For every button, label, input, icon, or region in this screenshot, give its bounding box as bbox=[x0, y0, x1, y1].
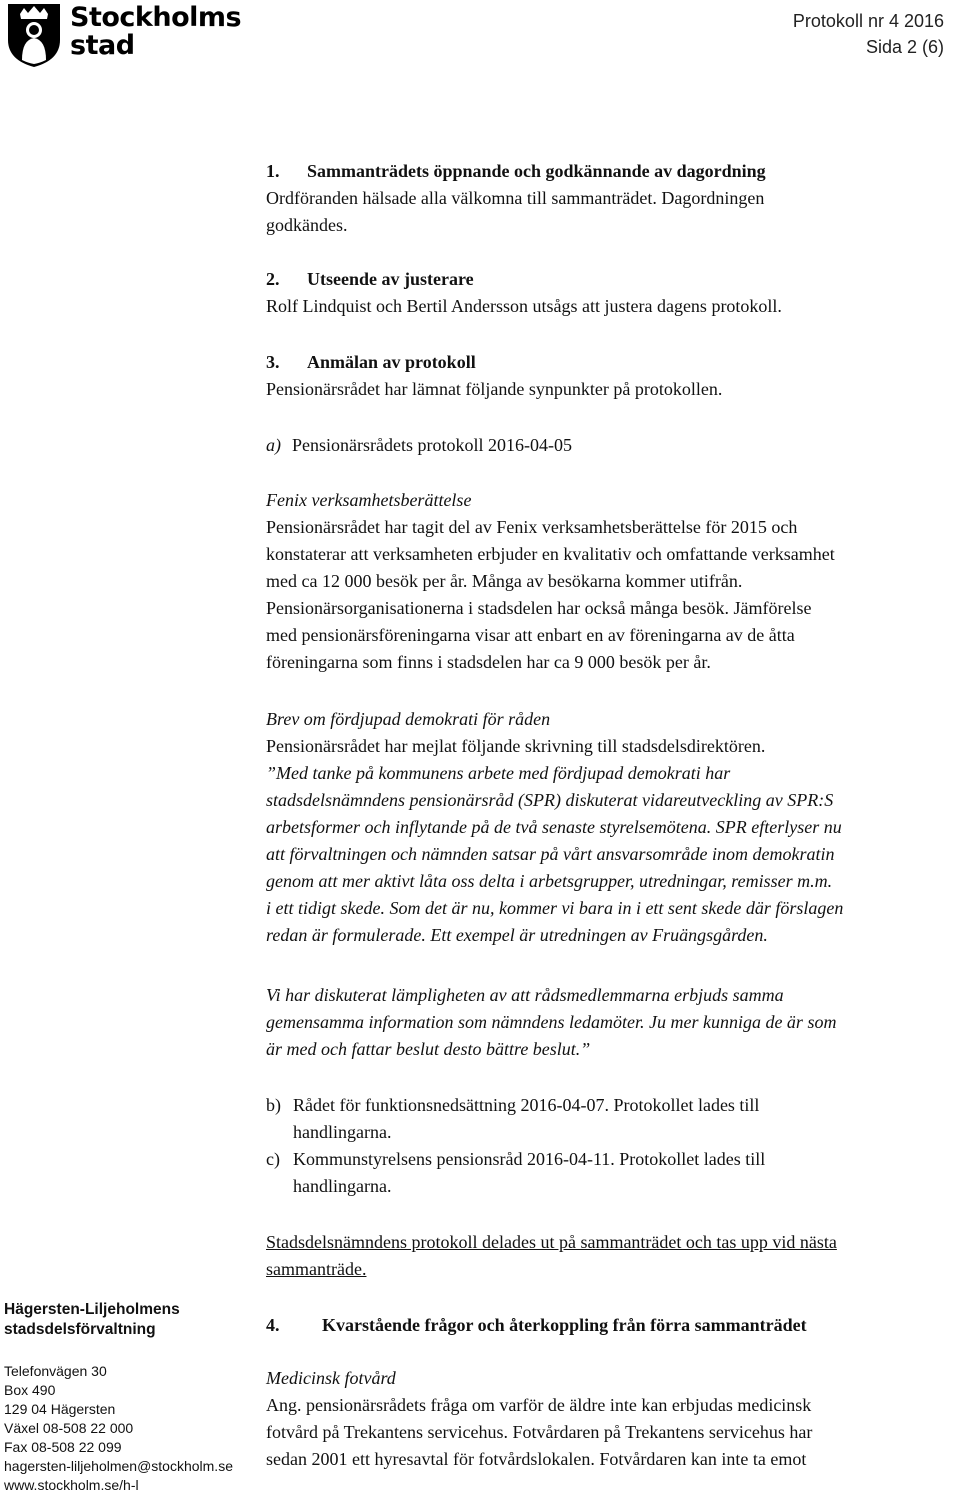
organization-unit: stadsdelsförvaltning bbox=[4, 1321, 156, 1338]
fenix-heading: Fenix verksamhetsberättelse bbox=[266, 490, 472, 510]
street-address: Telefonvägen 30 bbox=[4, 1363, 107, 1379]
quote-line: gemensamma information som nämndens ledamöter. Ju mer kunniga de är som bbox=[266, 1012, 837, 1032]
section-2-title: Utseende av justerare bbox=[307, 269, 474, 289]
website-link[interactable]: www.stockholm.se/h-l bbox=[4, 1477, 139, 1493]
section-1-text: Ordföranden hälsade alla välkomna till sammanträdet. Dagordningen bbox=[266, 188, 765, 208]
section-4-text: fotvård på Trekantens servicehus. Fotvårdaren på Trekantens servicehus har bbox=[266, 1422, 813, 1442]
fenix-text-line: Pensionärsorganisationerna i stadsdelen har också många besök. Jämförelse bbox=[266, 598, 812, 618]
quote-line: arbetsformer och inflytande på de två senaste styrelsemötena. SPR efterlyser nu bbox=[266, 817, 842, 837]
note-line: Stadsdelsnämndens protokoll delades ut på sammanträdet och tas upp vid nästa bbox=[266, 1232, 837, 1252]
fenix-text-line: med pensionärsföreningarna visar att enbart en av föreningarna av de åtta bbox=[266, 625, 795, 645]
section-1-title: Sammanträdets öppnande och godkännande av dagordning bbox=[307, 161, 766, 181]
note-line: sammanträde. bbox=[266, 1259, 367, 1279]
section-4-number: 4. bbox=[266, 1315, 280, 1335]
fenix-text-line: med ca 12 000 besök per år. Många av besökarna kommer utifrån. bbox=[266, 571, 743, 591]
brev-intro: Pensionärsrådet har mejlat följande skrivning till stadsdelsdirektören. bbox=[266, 736, 766, 756]
section-4-text: sedan 2001 ett hyresavtal för fotvårdslokalen. Fotvårdaren kan inte ta emot bbox=[266, 1449, 807, 1469]
item-b-text: Rådet för funktionsnedsättning 2016-04-07. Protokollet lades till bbox=[293, 1095, 760, 1115]
section-1-text: godkändes. bbox=[266, 215, 348, 235]
fenix-text-line: konstaterar att verksamheten erbjuder en kvalitativ och omfattande verksamhet bbox=[266, 544, 835, 564]
section-4-title: Kvarstående frågor och återkoppling från förra sammanträdet bbox=[322, 1315, 807, 1335]
section-3-title: Anmälan av protokoll bbox=[307, 352, 476, 372]
item-a-text: Pensionärsrådets protokoll 2016-04-05 bbox=[292, 435, 572, 455]
quote-line: att förvaltningen och nämnden satsar på vårt ansvarsområde inom demokratin bbox=[266, 844, 835, 864]
quote-line: Vi har diskuterat lämpligheten av att rådsmedlemmarna erbjuds samma bbox=[266, 985, 784, 1005]
email-address[interactable]: hagersten-liljeholmen@stockholm.se bbox=[4, 1458, 233, 1474]
section-1-number: 1. bbox=[266, 161, 280, 181]
item-a-label: a) bbox=[266, 435, 281, 455]
postal-code-city: 129 04 Hägersten bbox=[4, 1401, 116, 1417]
section-3-text: Pensionärsrådet har lämnat följande synpunkter på protokollen. bbox=[266, 379, 723, 399]
item-c-text: handlingarna. bbox=[293, 1176, 392, 1196]
logo-wordmark-line2: stad bbox=[70, 30, 135, 61]
brev-heading: Brev om fördjupad demokrati för råden bbox=[266, 709, 551, 729]
section-3-number: 3. bbox=[266, 352, 280, 372]
fenix-text-line: föreningarna som finns i stadsdelen har ca 9 000 besök per år. bbox=[266, 652, 711, 672]
po-box: Box 490 bbox=[4, 1382, 56, 1398]
quote-line: stadsdelsnämndens pensionärsråd (SPR) diskuterat vidareutveckling av SPR:S bbox=[266, 790, 834, 810]
sender-address-block bbox=[4, 1300, 254, 1495]
section-2-number: 2. bbox=[266, 269, 280, 289]
stockholm-logo bbox=[4, 0, 244, 70]
section-4-text: Ang. pensionärsrådets fråga om varför de äldre inte kan erbjudas medicinsk bbox=[266, 1395, 812, 1415]
quote-line: är med och fattar beslut desto bättre beslut.” bbox=[266, 1039, 591, 1059]
quote-line: genom att mer aktivt låta oss delta i arbetsgrupper, utredningar, remisser m.m. bbox=[266, 871, 833, 891]
protocol-number: Protokoll nr 4 2016 bbox=[792, 11, 944, 31]
organization-name: Hägersten-Liljeholmens bbox=[4, 1301, 180, 1318]
item-c-text: Kommunstyrelsens pensionsråd 2016-04-11. Protokollet lades till bbox=[293, 1149, 766, 1169]
item-b-label: b) bbox=[266, 1095, 281, 1115]
section-2-text: Rolf Lindquist och Bertil Andersson utsågs att justera dagens protokoll. bbox=[266, 296, 782, 316]
quote-line: i ett tidigt skede. Som det är nu, kommer vi bara in i ett sent skede där förslagen bbox=[266, 898, 844, 918]
section-4-subheading: Medicinsk fotvård bbox=[266, 1368, 396, 1388]
page-header bbox=[793, 8, 944, 60]
page-number: Sida 2 (6) bbox=[865, 37, 944, 57]
item-b-text: handlingarna. bbox=[293, 1122, 392, 1142]
logo-wordmark-line1: Stockholms bbox=[70, 2, 242, 33]
phone-number: Växel 08-508 22 000 bbox=[4, 1420, 134, 1436]
quote-line: redan är formulerade. Ett exempel är utredningen av Fruängsgården. bbox=[266, 925, 768, 945]
item-c-label: c) bbox=[266, 1149, 280, 1169]
city-crest-icon bbox=[4, 0, 64, 68]
fenix-text-line: Pensionärsrådet har tagit del av Fenix verksamhetsberättelse för 2015 och bbox=[266, 517, 798, 537]
fax-number: Fax 08-508 22 099 bbox=[4, 1439, 122, 1455]
quote-line: ”Med tanke på kommunens arbete med fördjupad demokrati har bbox=[266, 763, 731, 783]
